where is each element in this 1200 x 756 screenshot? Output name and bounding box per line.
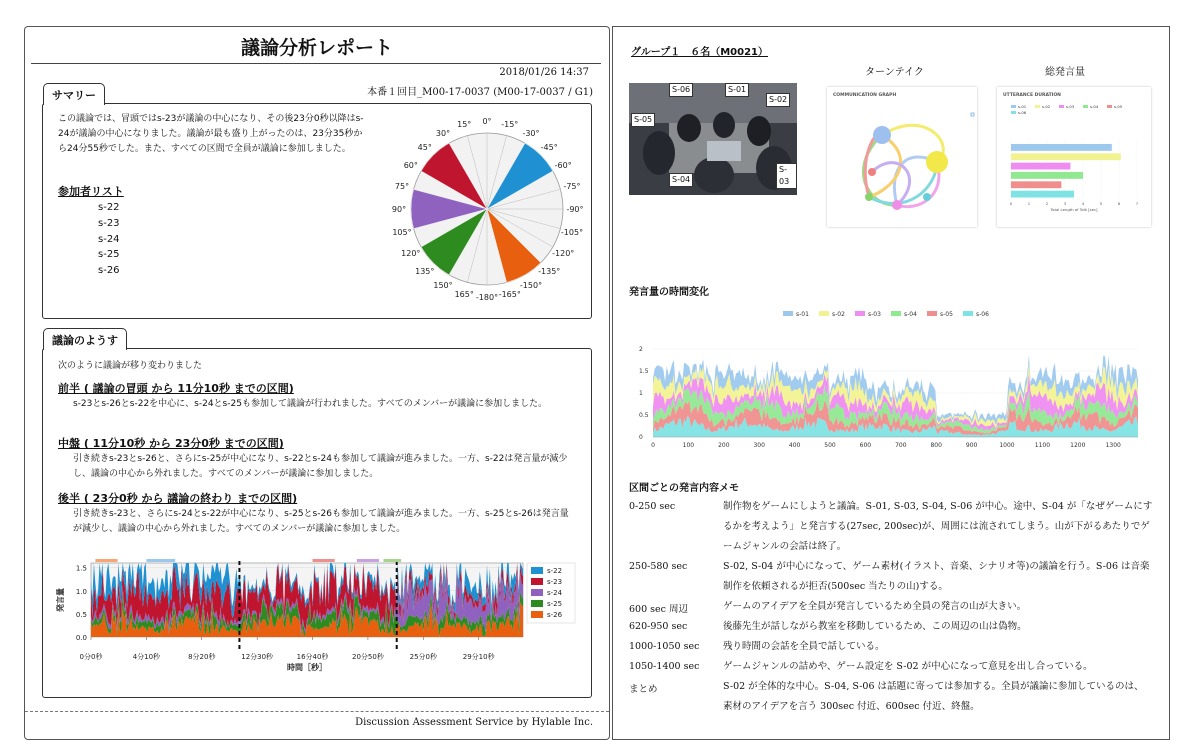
timeline-legend-label: s-04 xyxy=(904,311,917,318)
timeline-legend-swatch xyxy=(963,311,973,316)
direction-angle-label: -90° xyxy=(566,205,584,214)
report-title: 議論分析レポート xyxy=(240,37,393,59)
report-session-id: 本番１回目_M00-17-0037 (M00-17-0037 / G1) xyxy=(367,87,593,98)
left-chart-ytick: 0.5 xyxy=(75,610,87,619)
participant-item: s-22 xyxy=(98,202,120,213)
timeline-xtick: 1000 xyxy=(999,442,1015,449)
classroom-photo xyxy=(629,83,797,195)
timeline-legend-label: s-06 xyxy=(976,311,989,318)
timeline-xtick: 800 xyxy=(930,442,942,449)
legend-swatch xyxy=(531,589,543,596)
util-xtick: 4 xyxy=(1081,201,1085,206)
participants-list xyxy=(98,200,120,279)
util-legend-label: s-03 xyxy=(1066,104,1075,109)
direction-angle-label: -180° xyxy=(475,293,499,302)
group-title: グループ１ ６名（M0021） xyxy=(631,47,768,58)
timeline-xtick: 1200 xyxy=(1070,442,1086,449)
total-utterance-label: 総発言量 xyxy=(1045,67,1085,78)
legend-label: s-24 xyxy=(547,589,563,597)
utterance-duration-canvas xyxy=(997,87,1151,227)
summary-tab: サマリー xyxy=(43,83,105,105)
direction-angle-label: -165° xyxy=(498,290,521,300)
util-legend-label: s-01 xyxy=(1018,104,1027,109)
direction-angle-label: -45° xyxy=(540,142,558,152)
photo-label: S-05 xyxy=(631,113,655,127)
util-bar xyxy=(1011,181,1061,188)
direction-angle-label: -150° xyxy=(519,281,543,291)
highlight-strip xyxy=(95,559,117,562)
util-legend-swatch xyxy=(1011,105,1016,108)
util-legend-label: s-06 xyxy=(1018,110,1027,115)
util-xtick: 1 xyxy=(1027,201,1031,206)
direction-angle-label: 90° xyxy=(391,205,407,214)
direction-angle-label: -30° xyxy=(522,128,540,138)
util-legend-swatch xyxy=(1083,105,1088,108)
memo-range: 0-250 sec xyxy=(629,501,676,512)
left-chart-xtick: 8分20秒 xyxy=(188,653,216,661)
util-xlabel: Total Length of Talk [sec] xyxy=(1050,207,1098,212)
participant-item: s-23 xyxy=(98,217,120,229)
direction-angle-label: -15° xyxy=(501,119,519,129)
memo-text: S-02 が全体的な中心。S-04, S-06 は話題に寄っては参加する。全員が議論に参加しているのは、素材のアイデアを言う 300sec 付近、600sec 付近、終盤。 xyxy=(723,681,1144,712)
memo-text: 制作物をゲームにしようと議論。S-01, S-03, S-04, S-06 が中心。途中、S-04 が「なぜゲームにするかを考えよう」と発言する(27sec, 200sec)が、周囲には流されてしまう。山が下がるあたりでゲームジャンルの会話は終了。 xyxy=(723,501,1153,552)
timeline-xtick: 300 xyxy=(753,442,765,449)
util-xtick: 0 xyxy=(1009,201,1013,206)
left-chart-xtick: 4分10秒 xyxy=(132,653,161,661)
memo-range: 600 sec 周辺 xyxy=(629,604,688,615)
report-datetime: 2018/01/26 14:37 xyxy=(499,67,589,78)
legend-label: s-22 xyxy=(547,567,563,575)
direction-angle-label: -60° xyxy=(554,161,572,170)
participant-item: s-25 xyxy=(98,249,120,261)
report-page-left xyxy=(24,26,610,740)
utterance-over-time-chart xyxy=(53,557,583,705)
utterance-duration-title: UTTERANCE DURATION xyxy=(1003,93,1061,98)
footer-divider xyxy=(25,711,609,712)
util-bar xyxy=(1011,191,1074,198)
legend-swatch xyxy=(531,578,543,585)
direction-angle-label: 45° xyxy=(417,142,432,152)
left-chart-xtick: 29分10秒 xyxy=(462,653,495,661)
utterance-duration-chart xyxy=(997,87,1151,227)
timeline-legend-label: s-05 xyxy=(940,311,953,318)
timeline-xtick: 400 xyxy=(788,442,801,449)
memo-text: ゲームのアイデアを全員が発言しているため全員の発言の山が大きい。 xyxy=(723,601,1027,612)
footer-credit: Discussion Assessment Service by Hylable Inc. xyxy=(355,717,593,728)
left-chart-xtick: 20分50秒 xyxy=(352,653,384,661)
left-chart-ylabel: 発言量 xyxy=(56,588,65,612)
speaking-direction-chart xyxy=(387,109,587,309)
timeline-legend-label: s-01 xyxy=(796,311,809,318)
timeline-ytick: 2 xyxy=(639,346,643,353)
summary-text: この議論では、冒頭ではs-23が議論の中心になり、その後23分0秒以降はs-24が議論の中心になりました。議論が最も盛り上がったのは、23分35秒から24分55秒でした。また、すべての区間で全員が議論に参加しました。 xyxy=(58,114,364,154)
timeline-ytick: 1.5 xyxy=(639,368,649,375)
timeline-xtick: 1300 xyxy=(1105,442,1121,449)
util-legend-swatch xyxy=(1035,105,1040,108)
timeline-heading: 発言量の時間変化 xyxy=(629,287,709,298)
direction-angle-label: -135° xyxy=(538,267,561,277)
legend-swatch xyxy=(531,611,543,618)
discussion-intro: 次のように議論が移り変わりました xyxy=(58,361,203,371)
phase-early-heading: 前半 ( 議論の冒頭 から 11分10秒 までの区間) xyxy=(58,382,294,395)
timeline-ytick: 0 xyxy=(639,434,643,441)
timeline-xtick: 500 xyxy=(824,442,836,449)
photo-label: S-04 xyxy=(669,173,693,187)
timeline-xtick: 700 xyxy=(895,442,907,449)
memo-range: 620-950 sec xyxy=(629,621,688,632)
direction-angle-label: 0° xyxy=(482,117,492,126)
timeline-xtick: 0 xyxy=(651,442,655,449)
util-xtick: 5 xyxy=(1099,201,1103,206)
memo-range: まとめ xyxy=(629,684,658,695)
timeline-xtick: 200 xyxy=(718,442,730,449)
memo-text: 残り時間の会話を全員で話している。 xyxy=(723,641,885,652)
highlight-strip xyxy=(383,559,401,562)
left-chart-ytick: 1.5 xyxy=(75,564,87,573)
util-bar xyxy=(1011,172,1083,179)
participant-item: s-24 xyxy=(98,233,120,245)
turn-taking-label: ターンテイク xyxy=(865,67,924,78)
phase-early-body: s-23とs-26とs-22を中心に、s-24とs-25も参加して議論が行われました。すべてのメンバーが議論に参加しました。 xyxy=(73,399,548,409)
photo-label: S-06 xyxy=(669,83,693,97)
graph-node xyxy=(868,168,876,176)
legend-label: s-26 xyxy=(547,611,563,619)
legend-label: s-23 xyxy=(547,578,563,586)
timeline-xtick: 1100 xyxy=(1034,442,1051,449)
util-xtick: 6 xyxy=(1117,201,1121,206)
memo-range: 1050-1400 sec xyxy=(629,661,700,672)
timeline-xtick: 100 xyxy=(682,442,695,449)
highlight-strip xyxy=(146,559,175,562)
communication-graph-canvas xyxy=(827,87,977,227)
util-bar xyxy=(1011,153,1121,160)
util-bar xyxy=(1011,144,1112,151)
communication-graph xyxy=(827,87,977,227)
timeline-legend-swatch xyxy=(819,311,829,316)
direction-angle-label: -105° xyxy=(560,227,584,237)
timeline-legend-swatch xyxy=(927,311,937,316)
memo-range: 1000-1050 sec xyxy=(629,641,700,652)
util-legend-swatch xyxy=(1107,105,1112,108)
direction-angle-label: 60° xyxy=(403,161,418,170)
util-xtick: 2 xyxy=(1045,201,1049,206)
memo-heading: 区間ごとの発言内容メモ xyxy=(629,483,739,494)
timeline-legend-label: s-02 xyxy=(832,311,845,318)
photo-label: S-03 xyxy=(776,163,797,189)
left-chart-ytick: 1.0 xyxy=(75,587,87,596)
direction-angle-label: 150° xyxy=(433,281,453,291)
direction-angle-label: 30° xyxy=(435,128,451,138)
left-chart-xlabel: 時間［秒］ xyxy=(287,663,327,672)
report-page-right xyxy=(612,26,1170,740)
legend-label: s-25 xyxy=(547,600,563,608)
util-legend-swatch xyxy=(1011,111,1016,114)
photo-label: S-02 xyxy=(766,93,790,107)
graph-node xyxy=(926,151,948,173)
timeline-ytick: 0.5 xyxy=(639,412,649,419)
memo-text: 後藤先生が話しながら教室を移動しているため、この周辺の山は偽物。 xyxy=(723,621,1027,632)
graph-node xyxy=(865,193,873,201)
util-bar xyxy=(1011,163,1070,170)
graph-node xyxy=(923,193,931,201)
left-chart-ytick: 0.0 xyxy=(75,634,87,642)
timeline-ytick: 1 xyxy=(639,390,643,397)
util-xtick: 7 xyxy=(1135,201,1139,206)
direction-angle-label: 15° xyxy=(457,119,472,129)
direction-angle-label: 120° xyxy=(401,249,421,258)
graph-node xyxy=(873,126,891,144)
title-divider xyxy=(31,63,601,64)
util-legend-label: s-05 xyxy=(1114,104,1123,109)
memo-range: 250-580 sec xyxy=(629,561,688,572)
group-utterance-timeline-chart xyxy=(623,305,1143,465)
participant-item: s-26 xyxy=(98,265,120,277)
phase-middle-body: 引き続きs-23とs-26と、さらにs-25が中心になり、s-22とs-24も参加して議論が進みました。一方、s-22は発言量が減少し、議論の中心から外れました。すべてのメンバーが議論に参加しました。 xyxy=(73,454,568,479)
direction-angle-label: -75° xyxy=(563,182,581,192)
direction-angle-label: 105° xyxy=(392,227,412,237)
direction-angle-label: -120° xyxy=(552,249,575,258)
util-legend-label: s-02 xyxy=(1042,104,1051,109)
util-xtick: 3 xyxy=(1063,201,1067,206)
left-chart-xtick: 0分0秒 xyxy=(79,653,103,661)
memo-text: ゲームジャンルの詰めや、ゲーム設定を S-02 が中心になって意見を出し合っている。 xyxy=(723,661,1093,672)
graph-node xyxy=(892,200,902,210)
photo-label: S-01 xyxy=(725,83,749,97)
left-chart-xtick: 12分30秒 xyxy=(241,653,274,661)
highlight-strip xyxy=(313,559,335,562)
phase-middle-heading: 中盤 ( 11分10秒 から 23分0秒 までの区間) xyxy=(58,437,284,450)
util-legend-swatch xyxy=(1059,105,1064,108)
legend-swatch xyxy=(531,600,543,607)
direction-angle-label: 165° xyxy=(454,290,474,300)
timeline-xtick: 600 xyxy=(859,442,872,449)
legend-swatch xyxy=(531,567,543,574)
phase-late-body: 引き続きs-23と、さらにs-24とs-22が中心になり、s-25とs-26も参加して議論が進みました。一方、s-25とs-26は発言量が減少し、議論の中心から外れました。すべてのメンバーが議論に参加しました。 xyxy=(73,509,569,534)
left-chart-xtick: 25分0秒 xyxy=(409,653,437,661)
participants-heading: 参加者リスト xyxy=(58,185,124,198)
discussion-tab: 議論のようす xyxy=(43,328,127,350)
timeline-xtick: 900 xyxy=(965,442,978,449)
phase-late-heading: 後半 ( 23分0秒 から 議論の終わり までの区間) xyxy=(58,492,298,505)
util-legend-label: s-04 xyxy=(1090,104,1099,109)
left-chart-xtick: 16分40秒 xyxy=(296,653,329,661)
timeline-legend-swatch xyxy=(783,311,793,316)
timeline-legend-swatch xyxy=(891,311,901,316)
timeline-legend-label: s-03 xyxy=(868,311,881,318)
timeline-legend-swatch xyxy=(855,311,865,316)
direction-angle-label: 75° xyxy=(394,182,410,192)
communication-graph-title: COMMUNICATION GRAPH xyxy=(833,93,897,98)
direction-angle-label: 135° xyxy=(415,267,435,277)
memo-text: S-02, S-04 が中心になって、ゲーム素材(イラスト、音楽、シナリオ等)の議論を行う。S-06 は音楽制作を依頼されるが拒否(500sec 当たりの山)する。 xyxy=(723,561,1150,592)
highlight-strip xyxy=(357,559,379,562)
